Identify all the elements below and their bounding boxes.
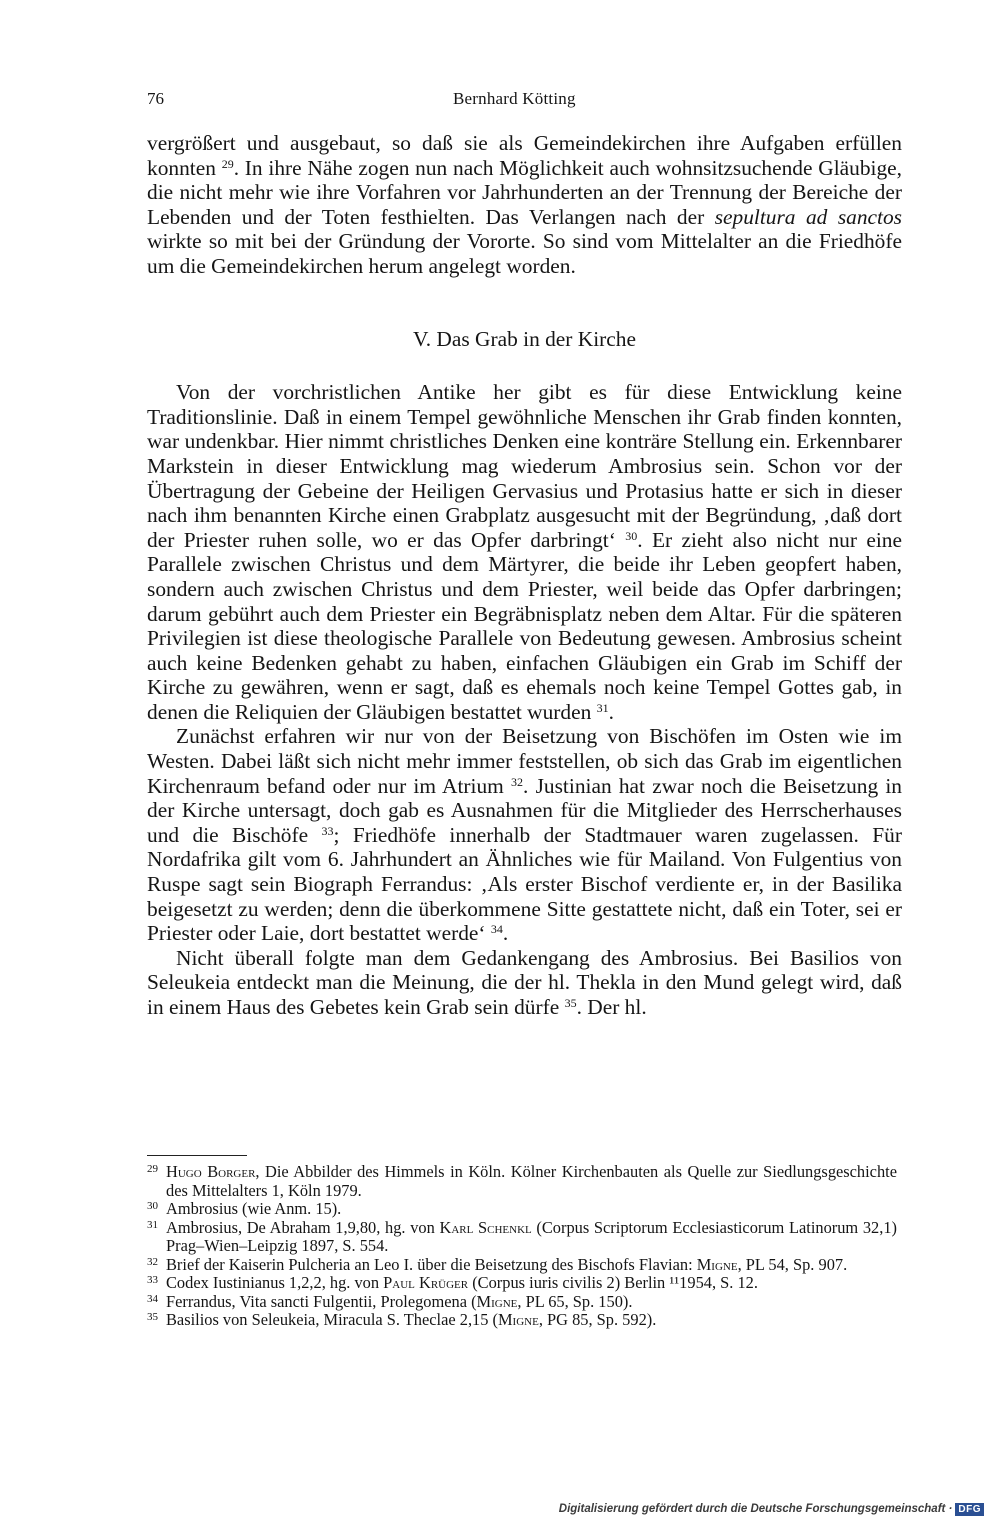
footnote-ref-31[interactable]: 31 (596, 700, 609, 715)
footnote-number: 33 (147, 1274, 158, 1286)
text-run: ; Friedhöfe innerhalb der Stadtmauer waren zugelassen. Für Nordafrika gilt vom 6. Jahrhundert an Ähnliches wie für Mailand. Von Fulgentius von Ruspe sagt sein Biograph Ferrandus: ‚Als erster Bischof verdiente er, in der Basilika beigesetzt zu werden; denn die überkommene Sitte gestattete nicht, daß ein Toter, sei er Priester oder Laie, dort bestattet werde‘ (147, 822, 902, 946)
footnote-35 (147, 1311, 897, 1330)
footnote-32 (147, 1256, 897, 1275)
footnote-ref-33[interactable]: 33 (321, 823, 334, 838)
text-run: . (502, 921, 509, 946)
footnote-ref-30[interactable]: 30 (625, 528, 638, 543)
text-run: . Der hl. (576, 995, 647, 1019)
text-run: Zunächst erfahren wir nur von der Beisetzung von Bischöfen im Osten wie im Westen. Dabei läßt sich nicht mehr immer feststellen, ob sich das Grab im eigentlichen Kirchenraum befand oder nur im Atrium (147, 724, 902, 798)
running-head: Bernhard Kötting (453, 89, 576, 108)
text-run: vergrößert und ausgebaut, so daß sie als Gemeindekirchen ihre Aufgaben erfüllen konnten (147, 131, 902, 180)
author-name: Migne (696, 1254, 738, 1274)
text-run: Von der vorchristlichen Antike her gibt es für diese Entwicklung keine Traditionslinie. Daß in einem Tempel gewöhnliche Menschen ihr Grab finden konnten, war undenkbar. Hier nimmt christliches Denken eine konträre Stellung ein. Erkennbarer Markstein in dieser Entwicklung mag wiederum Ambrosius sein. Schon vor der Übertragung der Gebeine der Heiligen Gervasius und Protasius hatte er sich in dieser nach ihm benannten Kirche einen Grabplatz ausgesucht mit der Begründung, ‚daß dort der Priester ruhen solle, wo er das Opfer darbringt‘ (147, 380, 902, 552)
body-text (147, 131, 902, 1020)
text-run: . In ihre Nähe zogen nun nach Möglichkeit auch wohnsitzsuchende Gläubige, die nicht mehr wie ihre Vorfahren vor Jahrhunderten an der Trennung der Bereiche der Lebenden und der Toten festhielten. Das Verlangen nach der (147, 155, 902, 229)
text-run: . Justinian hat zwar noch die Beisetzung in der Kirche untersagt, doch gab es Ausnahmen für die Mitglieder des Herrscherhauses und die Bischöfe (147, 773, 903, 847)
footnote-number: 32 (147, 1255, 158, 1268)
footnote-ref-29[interactable]: 29 (221, 156, 234, 171)
dfg-logo: DFG (955, 1503, 984, 1516)
footnote-number: 31 (147, 1218, 158, 1231)
footnote-text: (Corpus Scriptorum Ecclesiasticorum Latinorum 32,1) Prag–Wien–Leipzig 1897, S. 554. (166, 1217, 897, 1255)
footnote-ref-34[interactable]: 34 (490, 922, 503, 937)
text-run: . (608, 699, 615, 724)
digitization-credit (559, 1500, 984, 1518)
footnote-text: (Corpus iuris civilis 2) Berlin ¹¹1954, S. 12. (468, 1273, 758, 1292)
text-run: . Er zieht also nicht nur eine Parallele zwischen Christus und dem Märtyrer, die beide ihr Leben geopfert haben, sondern auch zwischen Christus und dem Priester, weil beide das Opfer darbringen; darum gebührt auch dem Priester ein Begräbnisplatz neben dem Altar. Für die späteren Privilegien ist diese theologische Parallele von Bedeutung gewesen. Ambrosius scheint auch keine Bedenken gehabt zu haben, einfachen Gläubigen ein Grab im Schiff der Kirche zu gewähren, wenn er sagt, daß es ehemals noch keine Tempel Gottes gab, in denen die Reliquien der Gläubigen bestattet wurden (147, 527, 902, 724)
credit-text: Digitalisierung gefördert durch die Deutsche Forschungsgemeinschaft · (558, 1503, 953, 1515)
footnote-33 (147, 1274, 897, 1293)
footnote-divider (147, 1155, 247, 1156)
footnote-text: Basilios von Seleukeia, Miracula S. Theclae 2,15 ( (166, 1310, 498, 1329)
paragraph-continued (147, 131, 902, 279)
footnote-text: Ferrandus, Vita sancti Fulgentii, Prolegomena ( (166, 1291, 477, 1311)
footnote-text: Codex Iustinianus 1,2,2, hg. von (166, 1273, 384, 1292)
section-heading: V. Das Grab in der Kirche (413, 326, 636, 351)
footnote-text: , PL 65, Sp. 150). (517, 1291, 633, 1311)
footnotes (147, 1163, 897, 1330)
footnote-number: 35 (147, 1311, 158, 1323)
footnote-text: , PL 54, Sp. 907. (737, 1254, 848, 1274)
footnote-number: 29 (147, 1163, 158, 1175)
author-name: Migne (497, 1310, 539, 1329)
author-name: Paul Krüger (383, 1273, 469, 1292)
footnote-text: Brief der Kaiserin Pulcheria an Leo I. über die Beisetzung des Bischofs Flavian: (166, 1254, 697, 1274)
footnote-number: 34 (147, 1292, 158, 1305)
italic-phrase: sepultura ad sanctos (714, 204, 902, 229)
footnote-text: Ambrosius, De Abraham 1,9,80, hg. von (166, 1217, 440, 1237)
footnote-text: , Die Abbilder des Himmels in Köln. Kölner Kirchenbauten als Quelle zur Siedlungsgeschichte des Mittelalters 1, Köln 1979. (166, 1162, 897, 1200)
footnote-31 (147, 1219, 897, 1256)
text-run: Nicht überall folgte man dem Gedankengang des Ambrosius. Bei Basilios von Seleukeia entdeckt man die Meinung, die der hl. Thekla in den Mund gelegt wird, daß in einem Haus des Gebetes kein Grab sein dürfe (147, 945, 902, 1019)
footnote-text: Ambrosius (wie Anm. 15). (166, 1199, 342, 1218)
footnote-34 (147, 1293, 897, 1312)
footnote-text: , PG 85, Sp. 592). (538, 1310, 657, 1329)
text-run: wirkte so mit bei der Gründung der Vororte. So sind vom Mittelalter an die Friedhöfe um die Gemeindekirchen herum angelegt worden. (147, 229, 902, 278)
page-number: 76 (147, 89, 164, 108)
paragraph (147, 724, 902, 945)
author-name: Migne (476, 1291, 518, 1311)
author-name: Hugo Borger (166, 1162, 256, 1181)
paragraph (147, 380, 902, 724)
paragraph (147, 946, 902, 1020)
page-header (147, 89, 899, 115)
footnote-number: 30 (147, 1200, 158, 1212)
footnote-29 (147, 1163, 897, 1200)
footnote-30 (147, 1200, 897, 1219)
author-name: Karl Schenkl (439, 1217, 532, 1237)
footnote-ref-32[interactable]: 32 (511, 774, 524, 789)
footnote-ref-35[interactable]: 35 (564, 996, 577, 1010)
